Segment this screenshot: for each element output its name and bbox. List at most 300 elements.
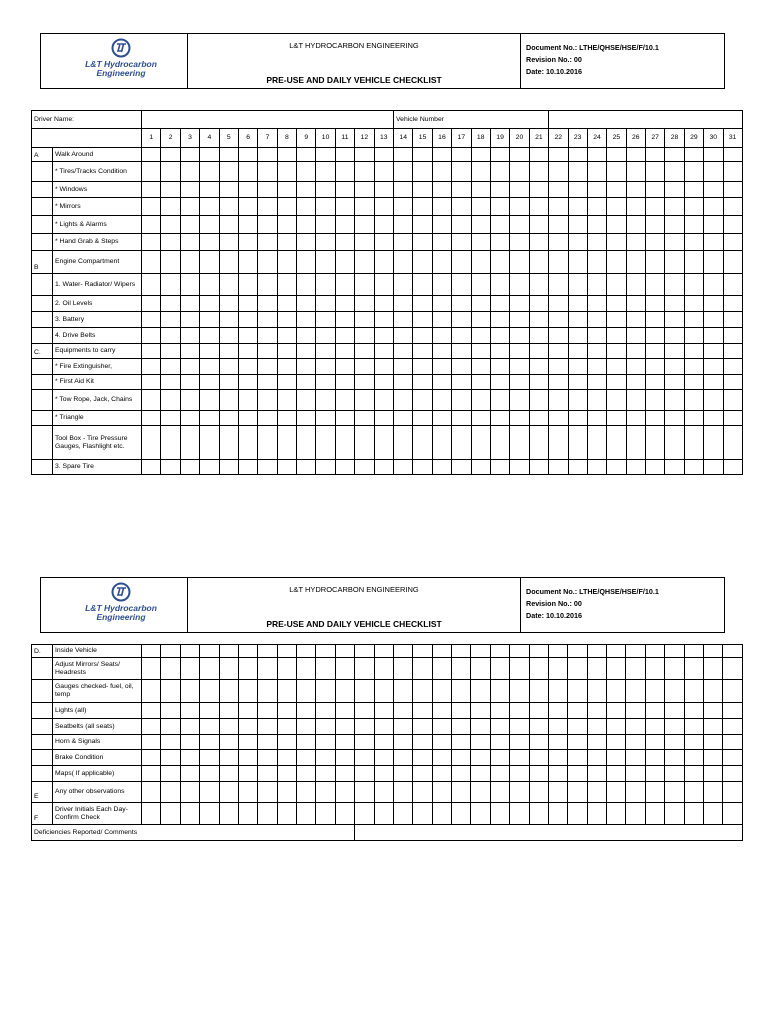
day-check-cell[interactable]: [645, 703, 664, 719]
day-check-cell[interactable]: [529, 359, 548, 375]
day-check-cell[interactable]: [704, 234, 723, 251]
day-check-cell[interactable]: [180, 251, 199, 274]
day-check-cell[interactable]: [277, 274, 296, 296]
day-check-cell[interactable]: [238, 359, 257, 375]
day-check-cell[interactable]: [180, 719, 199, 735]
day-check-cell[interactable]: [142, 198, 161, 216]
day-check-cell[interactable]: [238, 296, 257, 312]
day-check-cell[interactable]: [587, 375, 606, 390]
day-check-cell[interactable]: [568, 680, 587, 703]
day-check-cell[interactable]: [529, 375, 548, 390]
day-check-cell[interactable]: [355, 460, 374, 475]
day-check-cell[interactable]: [200, 766, 219, 782]
day-check-cell[interactable]: [335, 719, 354, 735]
day-check-cell[interactable]: [258, 162, 277, 182]
day-check-cell[interactable]: [665, 460, 684, 475]
day-check-cell[interactable]: [723, 390, 742, 411]
day-check-cell[interactable]: [723, 411, 742, 426]
day-check-cell[interactable]: [665, 375, 684, 390]
day-check-cell[interactable]: [238, 375, 257, 390]
day-check-cell[interactable]: [258, 719, 277, 735]
day-check-cell[interactable]: [258, 803, 277, 825]
day-check-cell[interactable]: [277, 719, 296, 735]
day-check-cell[interactable]: [142, 148, 161, 162]
day-check-cell[interactable]: [510, 312, 529, 328]
day-check-cell[interactable]: [374, 359, 394, 375]
day-check-cell[interactable]: [238, 312, 257, 328]
day-check-cell[interactable]: [549, 411, 568, 426]
day-check-cell[interactable]: [665, 782, 684, 803]
day-check-cell[interactable]: [374, 680, 393, 703]
day-check-cell[interactable]: [413, 680, 432, 703]
day-check-cell[interactable]: [335, 216, 354, 234]
day-check-cell[interactable]: [684, 198, 703, 216]
day-check-cell[interactable]: [394, 216, 413, 234]
day-check-cell[interactable]: [568, 750, 587, 766]
day-check-cell[interactable]: [587, 750, 606, 766]
day-check-cell[interactable]: [238, 735, 257, 750]
day-check-cell[interactable]: [471, 148, 490, 162]
day-check-cell[interactable]: [394, 251, 413, 274]
day-check-cell[interactable]: [587, 803, 606, 825]
day-check-cell[interactable]: [471, 411, 490, 426]
day-check-cell[interactable]: [316, 162, 335, 182]
day-check-cell[interactable]: [471, 182, 490, 198]
day-check-cell[interactable]: [297, 182, 316, 198]
day-check-cell[interactable]: [471, 460, 490, 475]
day-check-cell[interactable]: [394, 328, 413, 344]
day-check-cell[interactable]: [316, 735, 335, 750]
driver-name-field[interactable]: [142, 111, 394, 129]
day-check-cell[interactable]: [374, 390, 394, 411]
day-check-cell[interactable]: [723, 274, 742, 296]
day-check-cell[interactable]: [394, 234, 413, 251]
day-check-cell[interactable]: [258, 251, 277, 274]
day-check-cell[interactable]: [723, 750, 742, 766]
day-check-cell[interactable]: [219, 344, 238, 359]
day-check-cell[interactable]: [432, 296, 451, 312]
day-check-cell[interactable]: [529, 735, 548, 750]
day-check-cell[interactable]: [626, 750, 645, 766]
day-check-cell[interactable]: [548, 803, 567, 825]
day-check-cell[interactable]: [161, 390, 180, 411]
day-check-cell[interactable]: [219, 375, 238, 390]
day-check-cell[interactable]: [219, 766, 238, 782]
day-check-cell[interactable]: [645, 803, 664, 825]
day-check-cell[interactable]: [161, 162, 180, 182]
day-check-cell[interactable]: [394, 274, 413, 296]
day-check-cell[interactable]: [626, 234, 645, 251]
day-check-cell[interactable]: [432, 328, 451, 344]
day-check-cell[interactable]: [704, 426, 723, 460]
day-check-cell[interactable]: [335, 344, 354, 359]
day-check-cell[interactable]: [238, 411, 257, 426]
day-check-cell[interactable]: [684, 274, 703, 296]
day-check-cell[interactable]: [161, 182, 180, 198]
day-check-cell[interactable]: [335, 390, 354, 411]
day-check-cell[interactable]: [529, 344, 548, 359]
day-check-cell[interactable]: [200, 782, 219, 803]
day-check-cell[interactable]: [374, 460, 394, 475]
day-check-cell[interactable]: [394, 375, 413, 390]
day-check-cell[interactable]: [238, 645, 257, 658]
day-check-cell[interactable]: [587, 296, 606, 312]
day-check-cell[interactable]: [394, 460, 413, 475]
day-check-cell[interactable]: [626, 735, 645, 750]
day-check-cell[interactable]: [684, 460, 703, 475]
day-check-cell[interactable]: [238, 216, 257, 234]
day-check-cell[interactable]: [161, 344, 180, 359]
day-check-cell[interactable]: [374, 411, 394, 426]
day-check-cell[interactable]: [510, 680, 529, 703]
day-check-cell[interactable]: [277, 375, 296, 390]
day-check-cell[interactable]: [723, 426, 742, 460]
day-check-cell[interactable]: [316, 460, 335, 475]
day-check-cell[interactable]: [316, 274, 335, 296]
day-check-cell[interactable]: [684, 703, 703, 719]
day-check-cell[interactable]: [413, 274, 432, 296]
day-check-cell[interactable]: [704, 460, 723, 475]
day-check-cell[interactable]: [238, 680, 257, 703]
day-check-cell[interactable]: [355, 359, 374, 375]
day-check-cell[interactable]: [161, 680, 180, 703]
day-check-cell[interactable]: [335, 658, 354, 680]
day-check-cell[interactable]: [413, 328, 432, 344]
day-check-cell[interactable]: [238, 328, 257, 344]
day-check-cell[interactable]: [510, 296, 529, 312]
day-check-cell[interactable]: [587, 359, 606, 375]
day-check-cell[interactable]: [355, 719, 374, 735]
day-check-cell[interactable]: [587, 782, 606, 803]
day-check-cell[interactable]: [200, 411, 219, 426]
day-check-cell[interactable]: [238, 251, 257, 274]
day-check-cell[interactable]: [316, 216, 335, 234]
day-check-cell[interactable]: [180, 148, 199, 162]
day-check-cell[interactable]: [258, 375, 277, 390]
day-check-cell[interactable]: [394, 390, 413, 411]
day-check-cell[interactable]: [646, 344, 665, 359]
day-check-cell[interactable]: [452, 216, 471, 234]
day-check-cell[interactable]: [703, 719, 722, 735]
day-check-cell[interactable]: [258, 198, 277, 216]
day-check-cell[interactable]: [510, 390, 529, 411]
day-check-cell[interactable]: [452, 274, 471, 296]
day-check-cell[interactable]: [180, 426, 199, 460]
day-check-cell[interactable]: [277, 782, 296, 803]
day-check-cell[interactable]: [394, 182, 413, 198]
day-check-cell[interactable]: [219, 735, 238, 750]
day-check-cell[interactable]: [704, 344, 723, 359]
day-check-cell[interactable]: [335, 645, 354, 658]
day-check-cell[interactable]: [510, 426, 529, 460]
day-check-cell[interactable]: [238, 426, 257, 460]
day-check-cell[interactable]: [646, 216, 665, 234]
day-check-cell[interactable]: [723, 312, 742, 328]
day-check-cell[interactable]: [452, 411, 471, 426]
day-check-cell[interactable]: [587, 390, 606, 411]
day-check-cell[interactable]: [568, 411, 587, 426]
day-check-cell[interactable]: [200, 703, 219, 719]
day-check-cell[interactable]: [374, 234, 394, 251]
day-check-cell[interactable]: [297, 750, 316, 766]
day-check-cell[interactable]: [219, 658, 238, 680]
day-check-cell[interactable]: [452, 148, 471, 162]
day-check-cell[interactable]: [393, 645, 412, 658]
day-check-cell[interactable]: [568, 782, 587, 803]
day-check-cell[interactable]: [568, 274, 587, 296]
day-check-cell[interactable]: [704, 162, 723, 182]
day-check-cell[interactable]: [452, 735, 471, 750]
day-check-cell[interactable]: [238, 234, 257, 251]
day-check-cell[interactable]: [258, 390, 277, 411]
day-check-cell[interactable]: [626, 312, 645, 328]
day-check-cell[interactable]: [626, 296, 645, 312]
day-check-cell[interactable]: [704, 411, 723, 426]
day-check-cell[interactable]: [704, 182, 723, 198]
day-check-cell[interactable]: [529, 658, 548, 680]
day-check-cell[interactable]: [529, 328, 548, 344]
day-check-cell[interactable]: [374, 658, 393, 680]
day-check-cell[interactable]: [335, 782, 354, 803]
day-check-cell[interactable]: [626, 359, 645, 375]
day-check-cell[interactable]: [355, 735, 374, 750]
day-check-cell[interactable]: [490, 766, 509, 782]
day-check-cell[interactable]: [316, 719, 335, 735]
day-check-cell[interactable]: [297, 234, 316, 251]
day-check-cell[interactable]: [161, 234, 180, 251]
day-check-cell[interactable]: [646, 296, 665, 312]
day-check-cell[interactable]: [413, 234, 432, 251]
day-check-cell[interactable]: [607, 411, 626, 426]
day-check-cell[interactable]: [549, 234, 568, 251]
day-check-cell[interactable]: [587, 162, 606, 182]
day-check-cell[interactable]: [277, 198, 296, 216]
day-check-cell[interactable]: [355, 782, 374, 803]
day-check-cell[interactable]: [704, 328, 723, 344]
day-check-cell[interactable]: [180, 296, 199, 312]
day-check-cell[interactable]: [626, 645, 645, 658]
day-check-cell[interactable]: [413, 703, 432, 719]
day-check-cell[interactable]: [219, 198, 238, 216]
day-check-cell[interactable]: [355, 182, 374, 198]
day-check-cell[interactable]: [510, 735, 529, 750]
day-check-cell[interactable]: [200, 375, 219, 390]
day-check-cell[interactable]: [297, 162, 316, 182]
day-check-cell[interactable]: [277, 390, 296, 411]
day-check-cell[interactable]: [432, 162, 451, 182]
day-check-cell[interactable]: [568, 162, 587, 182]
day-check-cell[interactable]: [200, 182, 219, 198]
day-check-cell[interactable]: [645, 766, 664, 782]
day-check-cell[interactable]: [413, 411, 432, 426]
day-check-cell[interactable]: [665, 411, 684, 426]
day-check-cell[interactable]: [238, 719, 257, 735]
day-check-cell[interactable]: [200, 296, 219, 312]
day-check-cell[interactable]: [413, 782, 432, 803]
day-check-cell[interactable]: [723, 460, 742, 475]
day-check-cell[interactable]: [374, 148, 394, 162]
day-check-cell[interactable]: [297, 198, 316, 216]
day-check-cell[interactable]: [432, 216, 451, 234]
day-check-cell[interactable]: [607, 182, 626, 198]
day-check-cell[interactable]: [723, 645, 742, 658]
day-check-cell[interactable]: [180, 328, 199, 344]
day-check-cell[interactable]: [607, 296, 626, 312]
day-check-cell[interactable]: [490, 426, 509, 460]
day-check-cell[interactable]: [277, 735, 296, 750]
day-check-cell[interactable]: [587, 411, 606, 426]
day-check-cell[interactable]: [200, 312, 219, 328]
day-check-cell[interactable]: [374, 312, 394, 328]
day-check-cell[interactable]: [277, 182, 296, 198]
day-check-cell[interactable]: [568, 234, 587, 251]
day-check-cell[interactable]: [568, 735, 587, 750]
day-check-cell[interactable]: [355, 375, 374, 390]
day-check-cell[interactable]: [219, 234, 238, 251]
day-check-cell[interactable]: [374, 803, 393, 825]
day-check-cell[interactable]: [413, 750, 432, 766]
day-check-cell[interactable]: [219, 460, 238, 475]
day-check-cell[interactable]: [219, 719, 238, 735]
day-check-cell[interactable]: [549, 182, 568, 198]
day-check-cell[interactable]: [665, 426, 684, 460]
day-check-cell[interactable]: [587, 344, 606, 359]
day-check-cell[interactable]: [161, 658, 180, 680]
day-check-cell[interactable]: [258, 680, 277, 703]
day-check-cell[interactable]: [646, 411, 665, 426]
day-check-cell[interactable]: [703, 645, 722, 658]
day-check-cell[interactable]: [219, 426, 238, 460]
day-check-cell[interactable]: [238, 658, 257, 680]
day-check-cell[interactable]: [646, 359, 665, 375]
day-check-cell[interactable]: [161, 359, 180, 375]
day-check-cell[interactable]: [238, 198, 257, 216]
day-check-cell[interactable]: [219, 782, 238, 803]
day-check-cell[interactable]: [490, 344, 509, 359]
day-check-cell[interactable]: [549, 274, 568, 296]
day-check-cell[interactable]: [238, 344, 257, 359]
day-check-cell[interactable]: [180, 803, 199, 825]
day-check-cell[interactable]: [374, 198, 394, 216]
day-check-cell[interactable]: [316, 198, 335, 216]
day-check-cell[interactable]: [607, 375, 626, 390]
day-check-cell[interactable]: [607, 251, 626, 274]
day-check-cell[interactable]: [316, 251, 335, 274]
day-check-cell[interactable]: [490, 182, 509, 198]
day-check-cell[interactable]: [180, 198, 199, 216]
day-check-cell[interactable]: [277, 680, 296, 703]
day-check-cell[interactable]: [490, 162, 509, 182]
day-check-cell[interactable]: [529, 251, 548, 274]
day-check-cell[interactable]: [471, 426, 490, 460]
day-check-cell[interactable]: [413, 162, 432, 182]
day-check-cell[interactable]: [510, 703, 529, 719]
day-check-cell[interactable]: [142, 782, 161, 803]
day-check-cell[interactable]: [316, 359, 335, 375]
day-check-cell[interactable]: [510, 162, 529, 182]
day-check-cell[interactable]: [665, 328, 684, 344]
day-check-cell[interactable]: [626, 411, 645, 426]
day-check-cell[interactable]: [568, 719, 587, 735]
day-check-cell[interactable]: [490, 198, 509, 216]
day-check-cell[interactable]: [180, 782, 199, 803]
day-check-cell[interactable]: [258, 328, 277, 344]
day-check-cell[interactable]: [626, 680, 645, 703]
day-check-cell[interactable]: [490, 234, 509, 251]
day-check-cell[interactable]: [219, 803, 238, 825]
day-check-cell[interactable]: [568, 198, 587, 216]
day-check-cell[interactable]: [316, 750, 335, 766]
day-check-cell[interactable]: [355, 645, 374, 658]
day-check-cell[interactable]: [490, 803, 509, 825]
day-check-cell[interactable]: [548, 680, 567, 703]
day-check-cell[interactable]: [161, 296, 180, 312]
day-check-cell[interactable]: [646, 328, 665, 344]
day-check-cell[interactable]: [335, 375, 354, 390]
day-check-cell[interactable]: [355, 216, 374, 234]
day-check-cell[interactable]: [665, 148, 684, 162]
day-check-cell[interactable]: [393, 750, 412, 766]
day-check-cell[interactable]: [452, 680, 471, 703]
day-check-cell[interactable]: [277, 766, 296, 782]
day-check-cell[interactable]: [490, 296, 509, 312]
day-check-cell[interactable]: [277, 296, 296, 312]
day-check-cell[interactable]: [471, 645, 490, 658]
day-check-cell[interactable]: [180, 658, 199, 680]
day-check-cell[interactable]: [258, 411, 277, 426]
day-check-cell[interactable]: [277, 251, 296, 274]
day-check-cell[interactable]: [142, 328, 161, 344]
day-check-cell[interactable]: [355, 162, 374, 182]
day-check-cell[interactable]: [452, 251, 471, 274]
day-check-cell[interactable]: [297, 426, 316, 460]
day-check-cell[interactable]: [413, 719, 432, 735]
day-check-cell[interactable]: [374, 719, 393, 735]
day-check-cell[interactable]: [549, 251, 568, 274]
day-check-cell[interactable]: [452, 750, 471, 766]
day-check-cell[interactable]: [355, 312, 374, 328]
day-check-cell[interactable]: [394, 296, 413, 312]
day-check-cell[interactable]: [646, 251, 665, 274]
day-check-cell[interactable]: [646, 234, 665, 251]
day-check-cell[interactable]: [277, 426, 296, 460]
day-check-cell[interactable]: [316, 234, 335, 251]
day-check-cell[interactable]: [180, 234, 199, 251]
day-check-cell[interactable]: [161, 460, 180, 475]
day-check-cell[interactable]: [607, 750, 626, 766]
day-check-cell[interactable]: [161, 766, 180, 782]
day-check-cell[interactable]: [142, 375, 161, 390]
day-check-cell[interactable]: [200, 750, 219, 766]
day-check-cell[interactable]: [374, 344, 394, 359]
day-check-cell[interactable]: [471, 234, 490, 251]
day-check-cell[interactable]: [626, 162, 645, 182]
day-check-cell[interactable]: [238, 803, 257, 825]
day-check-cell[interactable]: [568, 426, 587, 460]
day-check-cell[interactable]: [277, 645, 296, 658]
day-check-cell[interactable]: [723, 198, 742, 216]
day-check-cell[interactable]: [297, 460, 316, 475]
day-check-cell[interactable]: [529, 426, 548, 460]
day-check-cell[interactable]: [471, 359, 490, 375]
day-check-cell[interactable]: [413, 148, 432, 162]
day-check-cell[interactable]: [432, 680, 451, 703]
day-check-cell[interactable]: [432, 460, 451, 475]
day-check-cell[interactable]: [238, 460, 257, 475]
day-check-cell[interactable]: [432, 703, 451, 719]
day-check-cell[interactable]: [142, 296, 161, 312]
day-check-cell[interactable]: [684, 251, 703, 274]
